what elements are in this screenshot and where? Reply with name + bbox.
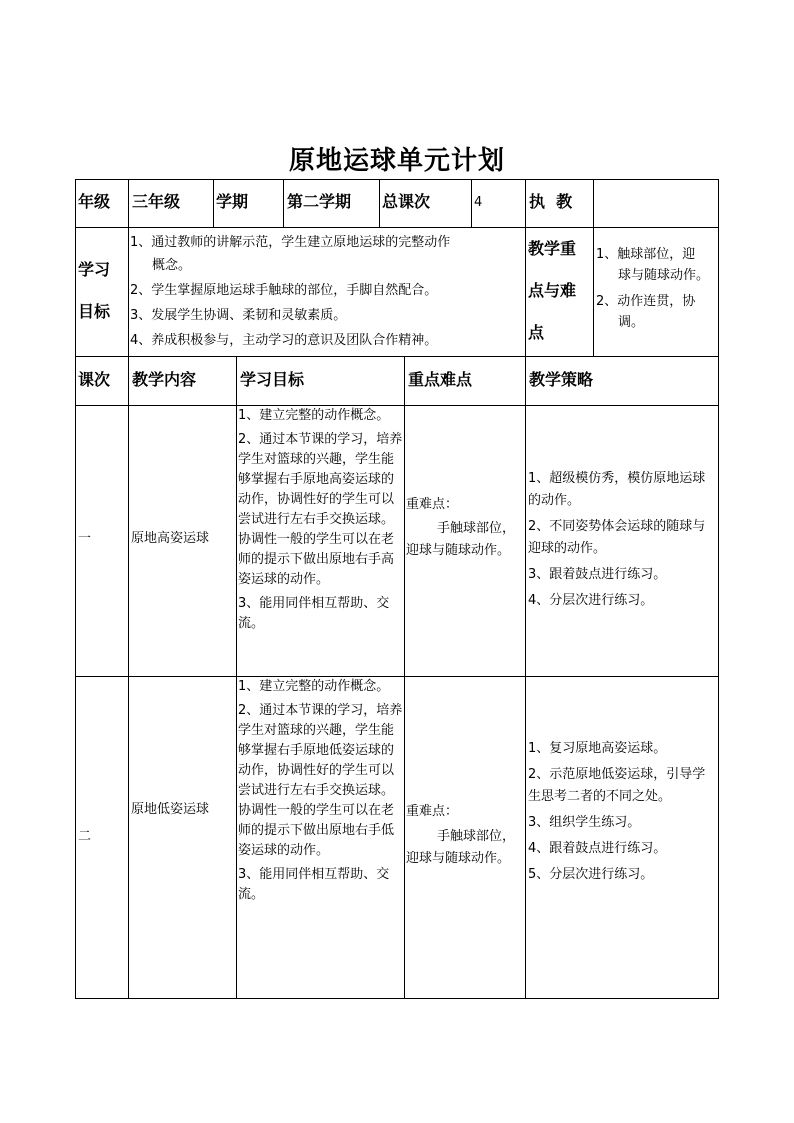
key-difficulty-title: 重难点： (406, 497, 459, 512)
goal-item: 3、发展学生协调、柔韧和灵敏素质。 (130, 308, 347, 323)
col-divider (236, 356, 237, 999)
strategy-item: 2、不同姿势体会运球的随球与迎球的动作。 (528, 519, 706, 556)
key-point-item: 调。 (618, 315, 645, 330)
learning-goals-list (130, 231, 450, 352)
teacher-label: 执 教 (529, 192, 573, 211)
strategy-item: 5、分层次进行练习。 (528, 867, 654, 882)
key-difficulty-text: 手触球部位， (437, 521, 516, 536)
col-divider (404, 356, 405, 999)
row-divider (75, 356, 719, 357)
col-divider (379, 179, 380, 227)
key-points-list (596, 244, 709, 333)
lesson-goal-item: 1、建立完整的动作概念。 (238, 408, 390, 423)
page-title: 原地运球单元计划 (288, 146, 505, 176)
col-divider (128, 356, 129, 999)
strategy-item: 1、超级模仿秀，模仿原地运球的动作。 (528, 471, 706, 508)
key-difficulty-text: 迎球与随球动作。 (406, 543, 511, 558)
goal-item: 1、通过教师的讲解示范，学生建立原地运球的完整动作 (130, 235, 451, 250)
col-divider (128, 227, 129, 356)
row-divider (75, 227, 719, 228)
lesson-goal-item: 2、通过本节课的学习，培养学生对篮球的兴趣，学生能够掌握右手原地低姿运球的动作，协调性好的学生可以尝试进行左右手交换运球。协调性一般的学生可以在老师的提示下做出原地右手低姿运球的动作。 (238, 703, 403, 858)
learning-goals-label: 目标 (78, 302, 111, 321)
total-lessons-label: 总课次 (382, 192, 431, 211)
learning-goals-label: 学习 (78, 260, 111, 279)
col-divider (525, 179, 526, 227)
col-header-strategy: 教学策略 (529, 370, 594, 389)
grade-label: 年级 (78, 192, 111, 211)
col-header-key-points: 重点难点 (408, 370, 473, 389)
col-divider (525, 227, 526, 356)
goal-item: 4、养成积极参与，主动学习的意识及团队合作精神。 (130, 333, 438, 348)
lesson-number: 二 (78, 829, 92, 844)
col-divider (128, 179, 129, 227)
lesson-goal-item: 3、能用同伴相互帮助、交流。 (238, 596, 390, 631)
col-divider (213, 179, 214, 227)
key-difficulty-text: 手触球部位， (437, 829, 516, 844)
total-lessons-value: 4 (474, 195, 483, 210)
col-divider (283, 179, 284, 227)
key-points-label: 教学重 (528, 239, 577, 258)
col-divider (593, 179, 594, 227)
strategy-item: 2、示范原地低姿运球，引导学生思考二者的不同之处。 (528, 767, 706, 804)
col-divider (471, 179, 472, 227)
col-divider (593, 227, 594, 356)
strategy-item: 3、组织学生练习。 (528, 815, 641, 830)
grade-value: 三年级 (132, 192, 181, 211)
lesson-strategy (528, 738, 716, 890)
key-points-label: 点 (528, 323, 545, 342)
lesson-number: 一 (78, 531, 92, 546)
term-value: 第二学期 (287, 192, 352, 211)
key-point-item: 2、动作连贯，协 (596, 294, 696, 309)
strategy-item: 3、跟着鼓点进行练习。 (528, 567, 667, 582)
goal-item: 概念。 (152, 258, 192, 273)
key-difficulty-title: 重难点： (406, 804, 459, 819)
strategy-item: 4、跟着鼓点进行练习。 (528, 841, 667, 856)
lesson-content: 原地高姿运球 (131, 531, 210, 546)
lesson-goal-item: 1、建立完整的动作概念。 (238, 679, 390, 694)
col-header-goals: 学习目标 (240, 370, 305, 389)
key-points-label: 点与难 (528, 281, 577, 300)
lesson-goals (238, 406, 404, 638)
col-divider (525, 356, 526, 999)
term-label: 学期 (216, 192, 249, 211)
lesson-content: 原地低姿运球 (131, 802, 210, 817)
strategy-item: 1、复习原地高姿运球。 (528, 741, 667, 756)
strategy-item: 4、分层次进行练习。 (528, 593, 654, 608)
key-difficulty-text: 迎球与随球动作。 (406, 851, 511, 866)
lesson-goal-item: 3、能用同伴相互帮助、交流。 (238, 867, 390, 902)
col-header-lesson: 课次 (78, 370, 111, 389)
key-point-item: 球与随球动作。 (618, 268, 710, 283)
goal-item: 2、学生掌握原地运球手触球的部位，手脚自然配合。 (130, 283, 438, 298)
lesson-strategy (528, 468, 716, 616)
col-header-content: 教学内容 (132, 370, 197, 389)
lesson-goals (238, 677, 404, 909)
lesson-goal-item: 2、通过本节课的学习，培养学生对篮球的兴趣，学生能够掌握右手原地高姿运球的动作，协调性好的学生可以尝试进行左右手交换运球。协调性一般的学生可以在老师的提示下做出原地右手高姿运球的动作。 (238, 432, 403, 587)
key-point-item: 1、触球部位，迎 (596, 247, 696, 262)
